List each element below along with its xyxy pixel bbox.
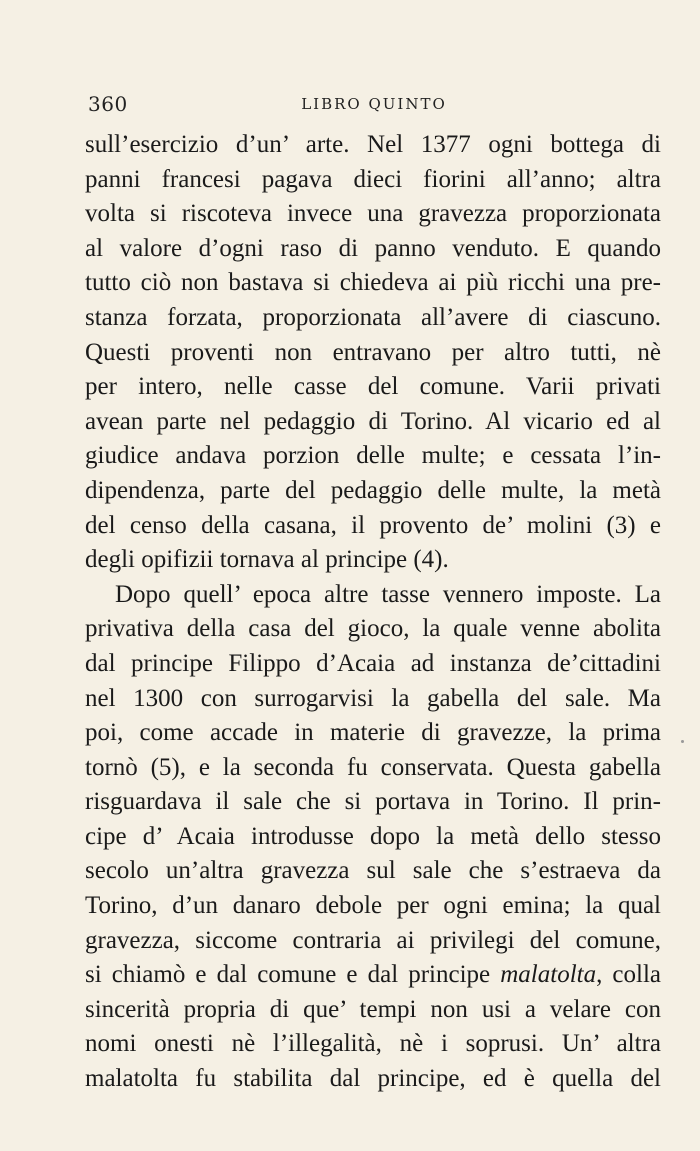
text-line: sull’esercizio d’un’ arte. Nel 1377 ogni bottega di [85, 131, 661, 158]
text-line: tutto ciò non bastava si chiedeva ai più ricchi una pre- [85, 269, 661, 297]
margin-speck [681, 740, 684, 743]
text-line: per intero, nelle casse del comune. Varii privati [85, 373, 661, 401]
text-line: volta si riscoteva invece una gravezza proporzionata [85, 200, 661, 228]
text-line: al valore d’ogni raso di panno venduto. E quando [85, 234, 661, 262]
text-line: privativa della casa del gioco, la quale venne abolita [85, 615, 661, 643]
text-line: gravezza, siccome contraria ai privilegi del comune, [85, 926, 661, 954]
text-line: cipe d’ Acaia introdusse dopo la metà dello stesso [85, 822, 661, 850]
text-line: del censo della casana, il provento de’ molini (3) e [85, 511, 661, 539]
text-line: poi, come accade in materie di gravezze, la prima [85, 719, 661, 747]
text-line: Questi proventi non entravano per altro tutti, nè [85, 338, 661, 366]
body-text [85, 128, 661, 1097]
text-line: dal principe Filippo d’Acaia ad instanza de’cittadini [85, 649, 661, 677]
text-line [85, 958, 661, 993]
text-line: Torino, d’un danaro debole per ogni emina; la qual [85, 892, 661, 920]
text-line: giudice andava porzion delle multe; e cessata l’in- [85, 442, 661, 470]
text-line: panni francesi pagava dieci fiorini all’anno; altra [85, 165, 661, 193]
text-line: secolo un’altra gravezza sul sale che s’estraeva da [85, 857, 661, 885]
text-line: malatolta fu stabilita dal principe, ed è quella del [85, 1065, 661, 1093]
text-segment: si chiamò e dal comune e dal principe [85, 961, 491, 989]
page-header [88, 92, 660, 118]
text-line: Dopo quell’ epoca altre tasse vennero imposte. La [115, 580, 661, 608]
running-title: LIBRO QUINTO [301, 95, 447, 113]
text-line: nel 1300 con surrogarvisi la gabella del sale. Ma [85, 684, 661, 712]
text-line: tornò (5), e la seconda fu conservata. Questa gabella [85, 753, 661, 781]
text-segment: , colla [596, 961, 662, 989]
text-line: sincerità propria di que’ tempi non usi a velare con [85, 995, 661, 1023]
page-number: 360 [88, 92, 128, 116]
text-line: avean parte nel pedaggio di Torino. Al vicario ed al [85, 407, 661, 435]
italic-term: malatolta [500, 961, 597, 989]
text-line: stanza forzata, proporzionata all’avere di ciascuno. [85, 303, 661, 331]
text-line: nomi onesti nè l’illegalità, nè i soprusi. Un’ altra [85, 1030, 661, 1058]
text-line: risguardava il sale che si portava in Torino. Il prin- [85, 788, 661, 816]
text-line: dipendenza, parte del pedaggio delle multe, la metà [85, 476, 661, 504]
text-line: degli opifizii tornava al principe (4). [85, 546, 449, 574]
